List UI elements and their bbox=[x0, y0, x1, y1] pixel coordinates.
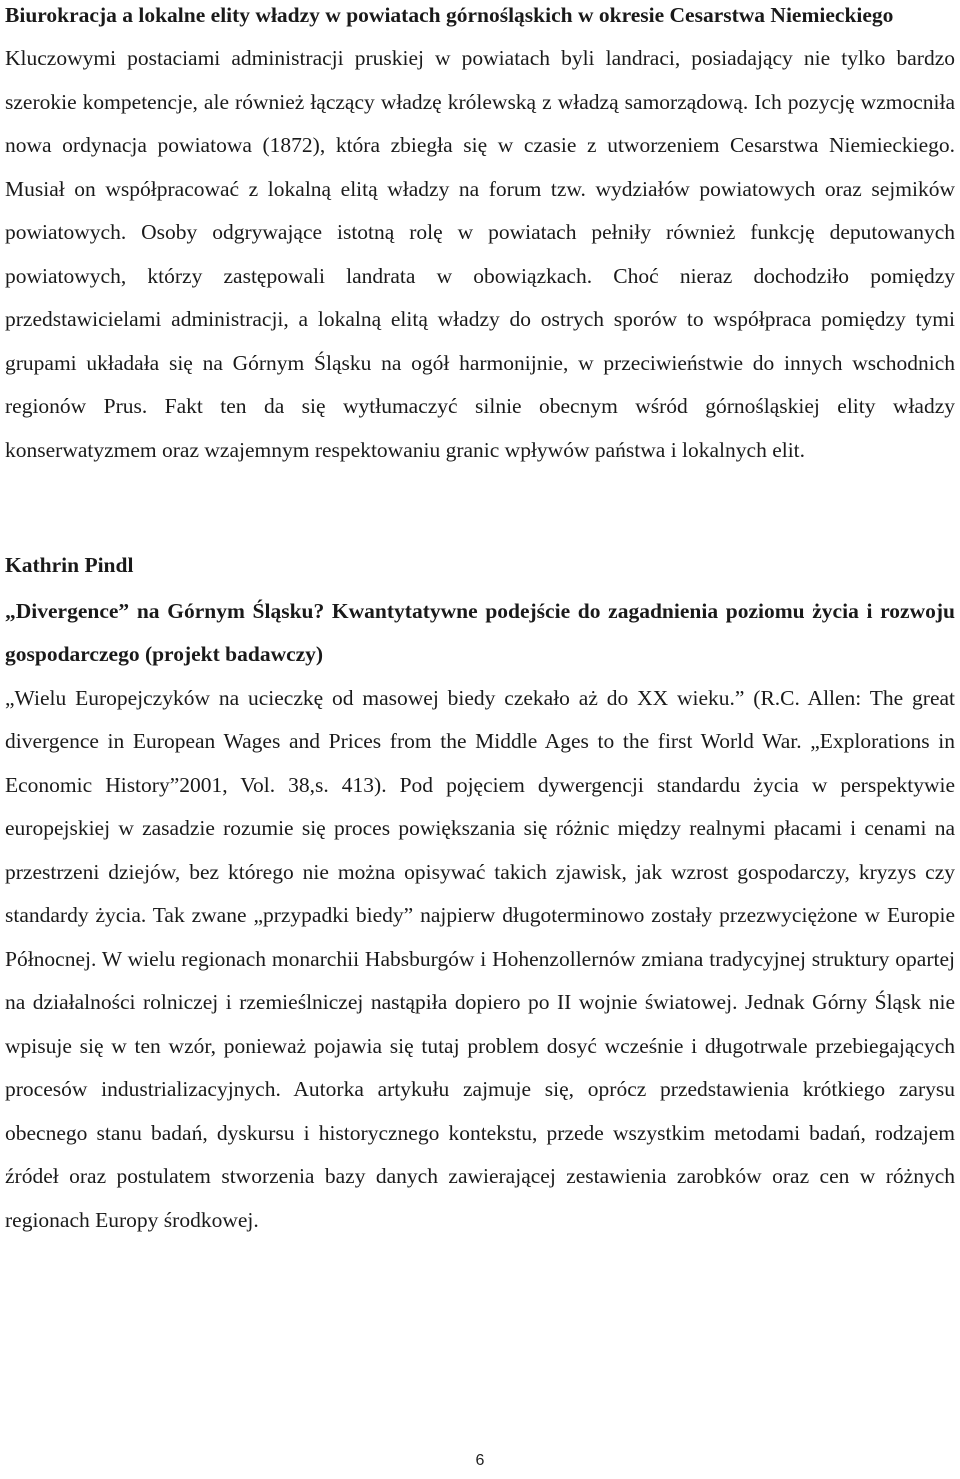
section-heading-divergence: „Divergence” na Górnym Śląsku? Kwantytatywne podejście do zagadnienia poziomu życia i rozwoju gospodarczego (projekt badawczy) bbox=[5, 598, 955, 666]
document-page bbox=[5, 0, 955, 1242]
section-heading-bureaucracy: Biurokracja a lokalne elity władzy w powiatach górnośląskich w okresie Cesarstwa Niemieckiego bbox=[5, 3, 894, 27]
author-name: Kathrin Pindl bbox=[5, 553, 134, 577]
section-spacer bbox=[5, 472, 955, 532]
section-body-divergence: „Wielu Europejczyków na ucieczkę od masowej biedy czekało aż do XX wieku.” (R.C. Allen: The great divergence in European Wages and Prices from the Middle Ages to the first World War. „Explorations in Economic History”2001, Vol. 38,s. 413). Pod pojęciem dywergencji standardu życia w perspektywie europejskiej w zasadzie rozumie się proces powiększania się różnic między realnymi płacami i cenami na przestrzeni dziejów, bez którego nie można opisywać takich zjawisk, jak wzrost gospodarczy, kryzys czy standardy życia. Tak zwane „przypadki biedy” najpierw długoterminowo zostały przezwyciężone w Europie Północnej. W wielu regionach monarchii Habsburgów i Hohenzollernów zmiana tradycyjnej struktury opartej na działalności rolniczej i rzemieślniczej nastąpiła dopiero po II wojnie światowej. Jednak Górny Śląsk nie wpisuje się w ten wzór, ponieważ pojawia się tutaj problem dosyć wcześnie i długotrwale przebiegających procesów industrializacyjnych. Autorka artykułu zajmuje się, oprócz przedstawienia krótkiego zarysu obecnego stanu badań, dyskursu i historycznego kontekstu, przede wszystkim metodami badań, rodzajem źródeł oraz postulatem stworzenia bazy danych zawierającej zestawienia zarobków oraz cen w różnych regionach Europy środkowej. bbox=[5, 685, 955, 1232]
page-number: 6 bbox=[475, 1452, 485, 1469]
section-body-bureaucracy: Kluczowymi postaciami administracji pruskiej w powiatach byli landraci, posiadający nie tylko bardzo szerokie kompetencje, ale również łączący władzę królewską z władzą samorządową. Ich pozycję wzmocniła nowa ordynacja powiatowa (1872), która zbiegła się w czasie z utworzeniem Cesarstwa Niemieckiego. Musiał on współpracować z lokalną elitą władzy na forum tzw. wydziałów powiatowych oraz sejmików powiatowych. Osoby odgrywające istotną rolę w powiatach pełniły również funkcję deputowanych powiatowych, którzy zastępowali landrata w obowiązkach. Choć nieraz dochodziło pomiędzy przedstawicielami administracji, a lokalną elitą władzy do ostrych sporów to współpraca pomiędzy tymi grupami układała się na Górnym Śląsku na ogół harmonijnie, w przeciwieństwie do innych wschodnich regionów Prus. Fakt ten da się wytłumaczyć silnie obecnym wśród górnośląskiej elity władzy konserwatyzmem oraz wzajemnym respektowaniu granic wpływów państwa i lokalnych elit. bbox=[5, 46, 955, 462]
